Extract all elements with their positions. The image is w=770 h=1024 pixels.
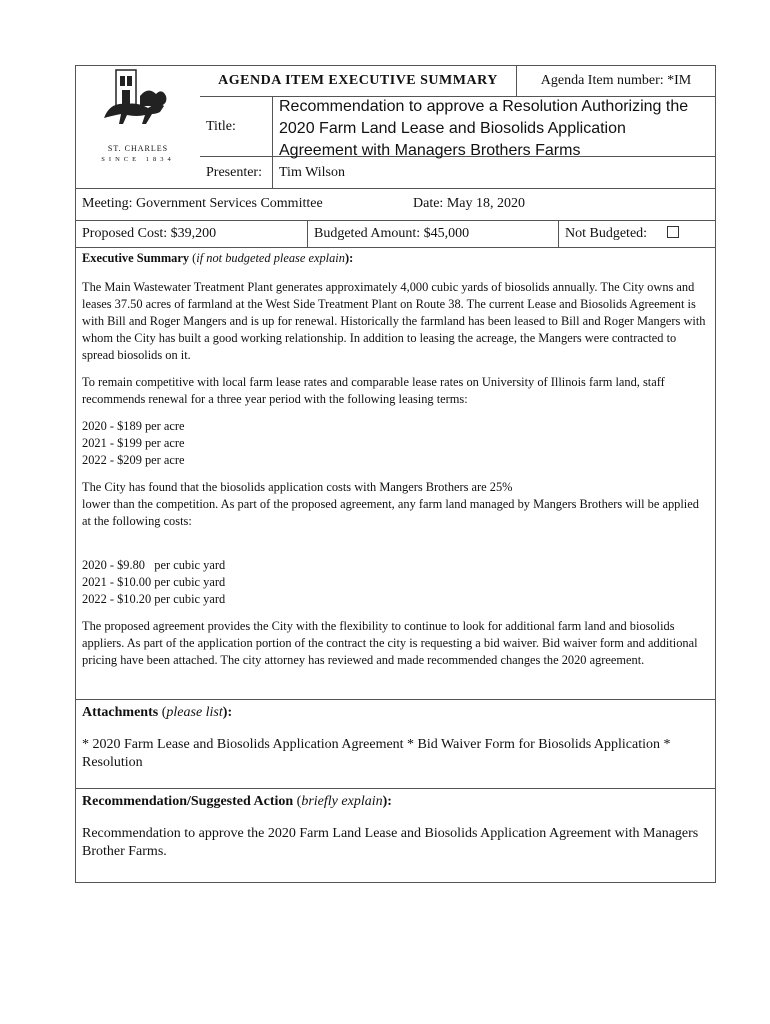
recommendation-text: Recommendation to approve the 2020 Farm Land Lease and Biosolids Application Agreement with Managers Brother Farms.: [82, 826, 699, 859]
application-cost: 2022 - $10.20 per cubic yard: [82, 592, 226, 606]
fox-tower-logo-icon: [100, 68, 176, 144]
summary-paragraph: To remain competitive with local farm lease rates and comparable lease rates on University of Illinois farm land, staff recommends renewal for a three year period with the following leasing terms:: [82, 375, 665, 406]
attachments-section: [76, 700, 715, 789]
summary-paragraph: [82, 479, 707, 530]
item-title-line: Agreement with Managers Brothers Farms: [279, 142, 581, 159]
item-title-line: Recommendation to approve a Resolution Authorizing the: [279, 98, 689, 115]
budgeted-amount: Budgeted Amount: $45,000: [307, 221, 559, 247]
meeting-date: Date: May 18, 2020: [413, 196, 525, 211]
title-label: Title:: [200, 96, 272, 157]
meeting-name: Meeting: Government Services Committee: [82, 196, 323, 211]
not-budgeted-label: Not Budgeted:: [565, 226, 648, 241]
attachments-list: * 2020 Farm Lease and Biosolids Application Agreement * Bid Waiver Form for Biosolids Application * Resolution: [82, 737, 671, 770]
presenter-label: Presenter:: [206, 165, 262, 180]
agenda-document: [75, 65, 716, 883]
executive-summary-section: [76, 248, 715, 700]
recommendation-heading: Recommendation/Suggested Action (briefly explain):: [82, 794, 392, 809]
application-cost: 2020 - $9.80 per cubic yard: [82, 558, 226, 572]
meeting-row: [76, 189, 715, 221]
summary-paragraph: The Main Wastewater Treatment Plant generates approximately 4,000 cubic yards of biosolids annually. The City owns and leases 37.50 acres of farmland at the West Side Treatment Plant on Route 38. The current Lease and Biosolids Agreement is with Bill and Roger Mangers and is up for renewal. Historically the farmland has been leased to Bill and Roger Mangers with whom the City has built a good working relationship. In addition to leasing the acreage, the Mangers were contracted to spread biosolids on it.: [82, 280, 706, 362]
lease-rate: 2020 - $189 per acre: [82, 419, 185, 433]
proposed-cost: Proposed Cost: $39,200: [82, 226, 217, 241]
agenda-title: AGENDA ITEM EXECUTIVE SUMMARY: [200, 66, 516, 97]
city-name: ST. CHARLES: [107, 144, 169, 153]
not-budgeted-field: [558, 221, 715, 247]
agenda-item-number: Agenda Item number: *IM: [516, 66, 715, 97]
heading-note: please list: [166, 705, 223, 720]
not-budgeted-checkbox[interactable]: [667, 226, 679, 238]
attachments-heading: Attachments (please list):: [82, 705, 233, 720]
lease-rates-list: [82, 418, 707, 469]
presenter-name: Tim Wilson: [272, 157, 715, 188]
section-heading: Recommendation/Suggested Action: [82, 794, 294, 809]
section-heading: Executive Summary: [82, 251, 190, 265]
item-title-line: 2020 Farm Land Lease and Biosolids Application: [279, 120, 626, 137]
city-logo: [76, 66, 200, 188]
city-founded: SINCE 1834: [101, 156, 175, 163]
cost-row: [76, 221, 715, 248]
paragraph-line: lower than the competition. As part of the proposed agreement, any farm land managed by Mangers Brothers will be applied at the following costs:: [82, 497, 699, 528]
section-heading: Attachments: [82, 705, 159, 720]
executive-summary-heading: Executive Summary (if not budgeted please explain):: [82, 251, 354, 265]
paragraph-line: The City has found that the biosolids application costs with Mangers Brothers are 25%: [82, 480, 513, 494]
recommendation-section: [76, 789, 715, 861]
document-header: [76, 66, 715, 189]
summary-paragraph: The proposed agreement provides the City with the flexibility to continue to look for additional farm land and biosolids appliers. As part of the application portion of the contract the city is requesting a bid waiver. Bid waiver form and additional pricing have been attached. The city attorney has reviewed and made recommended changes the 2020 agreement.: [82, 619, 698, 667]
lease-rate: 2021 - $199 per acre: [82, 436, 185, 450]
application-cost: 2021 - $10.00 per cubic yard: [82, 575, 226, 589]
item-title: [272, 96, 715, 157]
lease-rate: 2022 - $209 per acre: [82, 453, 185, 467]
heading-note: briefly explain: [301, 794, 383, 809]
application-costs-list: [82, 540, 707, 608]
heading-note: if not budgeted please explain: [196, 251, 345, 265]
